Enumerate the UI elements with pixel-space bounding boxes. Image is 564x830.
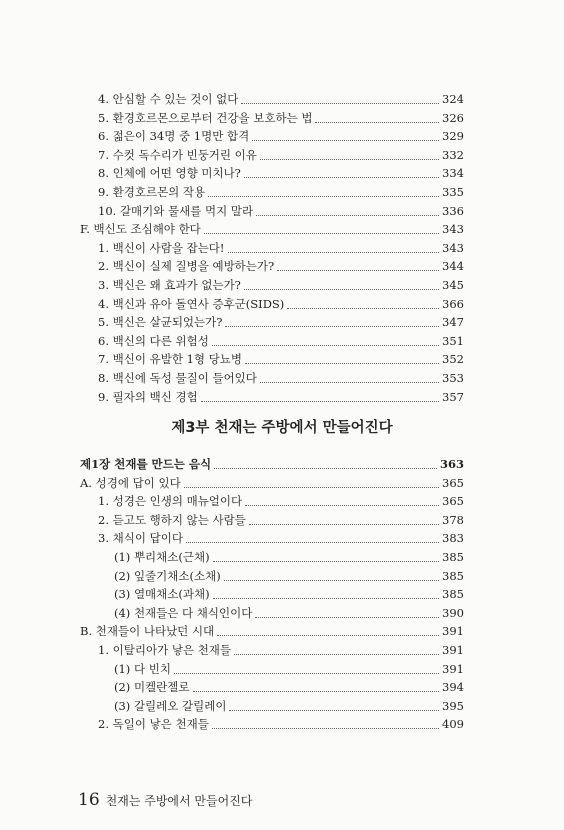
toc-entry: [114, 660, 464, 678]
toc-entry-page: 409: [442, 717, 464, 732]
toc-leader-dots: [208, 196, 439, 197]
toc-entry: [98, 313, 464, 331]
toc-entry: [80, 455, 464, 473]
toc-entry: [98, 90, 464, 108]
toc-leader-dots: [224, 580, 439, 581]
toc-entry-page: 383: [442, 531, 464, 546]
toc-entry-page: 385: [442, 587, 464, 602]
toc-leader-dots: [217, 635, 439, 636]
toc-entry-page: 329: [442, 129, 464, 144]
toc-entry: [98, 202, 464, 220]
toc-entry: [80, 622, 464, 640]
toc-leader-dots: [277, 270, 439, 271]
toc-leader-dots: [212, 728, 439, 729]
toc-entry-page: 390: [442, 605, 464, 620]
toc-leader-dots: [201, 401, 439, 402]
toc-entry: [98, 529, 464, 547]
toc-entry-label: 1. 성경은 인생의 매뉴얼이다: [98, 494, 243, 509]
toc-entry: [114, 697, 464, 715]
toc-leader-dots: [214, 468, 437, 469]
toc-entry-label: (3) 열매채소(과채): [114, 587, 210, 602]
toc-leader-dots: [245, 363, 439, 364]
toc-entry-page: 336: [442, 203, 464, 218]
toc-entry: [98, 239, 464, 257]
toc-entry: [98, 295, 464, 313]
toc-entry-label: 5. 백신은 살균되었는가?: [98, 315, 223, 330]
toc-entry-label: B. 천재들이 나타났던 시대: [80, 624, 215, 639]
toc-leader-dots: [260, 159, 439, 160]
toc-leader-dots: [213, 561, 439, 562]
toc-entry-label: 2. 백신이 실제 질병을 예방하는가?: [98, 259, 275, 274]
toc-leader-dots: [256, 215, 439, 216]
toc-entry-page: 391: [442, 624, 464, 639]
toc-entry-page: 391: [442, 643, 464, 657]
toc-entry-page: 343: [442, 240, 464, 255]
toc-entry-label: (2) 미켈란젤로: [114, 680, 190, 695]
toc-entry: [98, 511, 464, 529]
footer-book-title: 천재는 주방에서 만들어진다: [105, 794, 253, 808]
toc-entry-label: 9. 환경호르몬의 작용: [98, 185, 206, 199]
toc-entry: [98, 109, 464, 127]
toc-entry: [98, 332, 464, 350]
toc-entry-label: (1) 뿌리채소(근채): [114, 550, 210, 564]
toc-entry: [98, 257, 464, 275]
toc-entry: [98, 276, 464, 294]
toc-leader-dots: [174, 673, 439, 674]
toc-entry-page: 366: [442, 296, 464, 311]
toc-entry: [114, 678, 464, 696]
toc-entry: [98, 641, 464, 659]
toc-entry: [98, 715, 464, 733]
toc-entry: [98, 369, 464, 387]
toc-entry-page: 332: [442, 147, 464, 162]
toc-leader-dots: [244, 289, 439, 290]
toc-entry: [98, 183, 464, 201]
toc-leader-dots: [315, 122, 439, 123]
toc-entry: [98, 388, 464, 406]
toc-entry-label: 제1장 천재를 만드는 음식: [80, 457, 212, 471]
toc-entry-page: 334: [442, 166, 464, 181]
toc-entry-page: 335: [442, 185, 464, 199]
toc-entry-page: 347: [442, 315, 464, 330]
toc-entry-label: (2) 잎줄기채소(소채): [114, 568, 221, 583]
toc-entry-label: 8. 백신에 독성 물질이 들어있다: [98, 371, 257, 385]
toc-entry: [80, 474, 464, 492]
toc-entry-label: 6. 젊은이 34명 중 1명만 합격: [98, 129, 250, 144]
toc-entry-label: 3. 백신은 왜 효과가 없는가?: [98, 278, 241, 292]
toc-leader-dots: [244, 177, 439, 178]
part-title: 제3부 천재는 주방에서 만들어진다: [171, 420, 393, 436]
toc-entry-page: 378: [442, 512, 464, 527]
toc-entry-label: 7. 백신이 유발한 1형 당뇨병: [98, 352, 242, 367]
toc-entry-label: 2. 독일이 낳은 천재들: [98, 717, 209, 732]
toc-leader-dots: [193, 691, 440, 692]
toc-leader-dots: [204, 233, 439, 234]
toc-entry-page: 353: [442, 371, 464, 385]
toc-entry-page: 395: [442, 698, 464, 713]
toc-entry-label: (4) 천재들은 다 채식인이다: [114, 605, 253, 620]
toc-leader-dots: [249, 524, 439, 525]
toc-leader-dots: [186, 542, 439, 543]
toc-entry-label: 4. 백신과 유아 돌연사 증후군(SIDS): [98, 296, 285, 311]
toc-entry: [114, 604, 464, 622]
toc-entry-page: 324: [442, 92, 464, 106]
toc-entry-page: 385: [442, 568, 464, 583]
toc-leader-dots: [229, 710, 439, 711]
toc-entry-label: 1. 백신이 사람을 잡는다!: [98, 240, 225, 255]
toc-entry: [98, 164, 464, 182]
toc-leader-dots: [241, 103, 439, 104]
toc-entry-label: (3) 갈릴레오 갈릴레이: [114, 698, 227, 713]
toc-entry-label: 2. 듣고도 행하지 않는 사람들: [98, 512, 246, 527]
toc-entry-label: 6. 백신의 다른 위험성: [98, 333, 209, 348]
toc-entry-page: 343: [442, 222, 464, 237]
toc-entry: [98, 127, 464, 145]
toc-entry-page: 344: [442, 259, 464, 274]
toc-entry: [114, 567, 464, 585]
toc-leader-dots: [212, 345, 439, 346]
toc-entry-page: 345: [442, 278, 464, 292]
toc-entry-page: 365: [442, 475, 464, 490]
toc-entry-page: 394: [442, 680, 464, 695]
toc-entry-label: 7. 수컷 독수리가 빈둥거린 이유: [98, 147, 257, 162]
toc-entry-page: 357: [442, 389, 464, 404]
toc-entry-page: 365: [442, 494, 464, 509]
toc-entry: [98, 350, 464, 368]
toc-entry-label: A. 성경에 답이 있다: [80, 475, 181, 490]
toc-leader-dots: [184, 487, 439, 488]
toc-leader-dots: [252, 140, 439, 141]
toc-entry: [114, 585, 464, 603]
toc-entry: [98, 492, 464, 510]
toc-leader-dots: [287, 308, 439, 309]
toc-leader-dots: [255, 617, 439, 618]
toc-leader-dots: [260, 382, 439, 383]
toc-entry-label: (1) 다 빈치: [114, 661, 171, 676]
toc-entry-page: 385: [442, 550, 464, 564]
toc-entry: [114, 548, 464, 566]
toc-entry-page: 352: [442, 352, 464, 367]
page-footer: [78, 790, 252, 810]
toc-entry: [98, 146, 464, 164]
toc-entry-label: 8. 인체에 어떤 영향 미치나?: [98, 166, 241, 181]
toc-entry-page: 326: [442, 110, 464, 125]
toc-entry-page: 391: [442, 661, 464, 676]
toc-entry-label: 9. 필자의 백신 경험: [98, 389, 198, 404]
toc-leader-dots: [245, 505, 439, 506]
toc-leader-dots: [213, 598, 439, 599]
toc-leader-dots: [234, 654, 439, 655]
toc-entry-page: 363: [439, 457, 464, 471]
toc-entry-page: 351: [442, 333, 464, 348]
toc-leader-dots: [225, 326, 439, 327]
footer-page-number: 16: [78, 790, 100, 810]
toc-entry-label: 4. 안심할 수 있는 것이 없다: [98, 92, 239, 106]
toc-entry-label: F. 백신도 조심해야 한다: [80, 222, 201, 237]
toc-leader-dots: [228, 252, 440, 253]
toc-entry-label: 10. 갈매기와 물새를 먹지 말라: [98, 203, 254, 218]
toc-entry: [80, 220, 464, 238]
toc-entry-label: 1. 이탈리아가 낳은 천재들: [98, 643, 232, 657]
toc-entry-label: 5. 환경호르몬으로부터 건강을 보호하는 법: [98, 110, 313, 125]
toc-entry-label: 3. 채식이 답이다: [98, 531, 183, 546]
